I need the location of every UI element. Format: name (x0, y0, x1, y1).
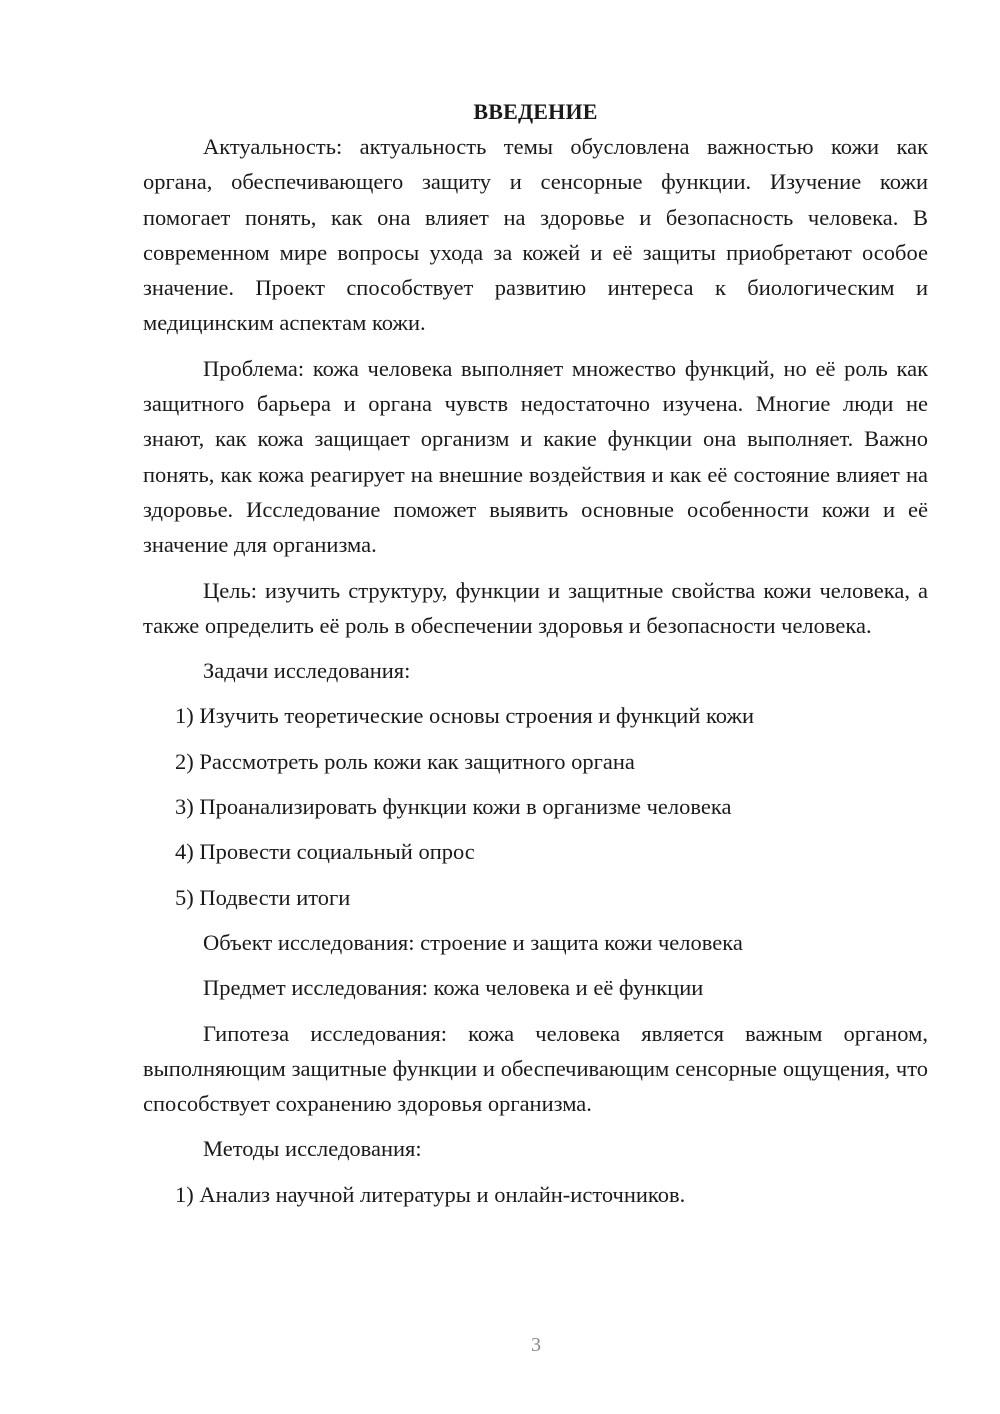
list-item: 1) Изучить теоретические основы строения и функций кожи (175, 703, 755, 729)
relevance-paragraph: Актуальность: актуальность темы обусловлена важностью кожи как органа, обеспечивающего защиту и сенсорные функции. Изучение кожи помогает понять, как она влияет на здоровье и безопасность человека. В современном мире вопросы ухода за кожей и её защиты приобретают особое значение. Проект способствует развитию интереса к биологическим и медицинским аспектам кожи. (143, 134, 928, 336)
problem-paragraph: Проблема: кожа человека выполняет множество функций, но её роль как защитного барьера и органа чувств недостаточно изучена. Многие люди не знают, как кожа защищает организм и какие функции она выполняет. Важно понять, как кожа реагирует на внешние воздействия и как её состояние влияет на здоровье. Исследование поможет выявить основные особенности кожи и её значение для организма. (143, 355, 928, 558)
list-item: 1) Анализ научной литературы и онлайн-источников. (175, 1181, 686, 1207)
hypothesis-paragraph: Гипотеза исследования: кожа человека является важным органом, выполняющим защитные функции и обеспечивающим сенсорные ощущения, что способствует сохранению здоровья организма. (143, 1020, 928, 1117)
goal-paragraph: Цель: изучить структуру, функции и защитные свойства кожи человека, а также определить её роль в обеспечении здоровья и безопасности человека. (143, 577, 928, 638)
section-title: ВВЕДЕНИЕ (473, 99, 598, 124)
list-item: 5) Подвести итоги (175, 884, 351, 910)
list-item: 3) Проанализировать функции кожи в организме человека (175, 794, 732, 820)
list-item: 2) Рассмотреть роль кожи как защитного органа (175, 748, 635, 774)
methods-list (143, 1177, 928, 1212)
subject-paragraph: Предмет исследования: кожа человека и её функции (203, 975, 704, 1001)
tasks-list (143, 698, 928, 914)
object-paragraph: Объект исследования: строение и защита кожи человека (203, 929, 743, 955)
list-item: 4) Провести социальный опрос (175, 839, 475, 865)
page-number: 3 (531, 1334, 541, 1356)
page-content (143, 94, 928, 1222)
tasks-heading: Задачи исследования: (203, 658, 411, 684)
methods-heading: Методы исследования: (203, 1136, 422, 1162)
